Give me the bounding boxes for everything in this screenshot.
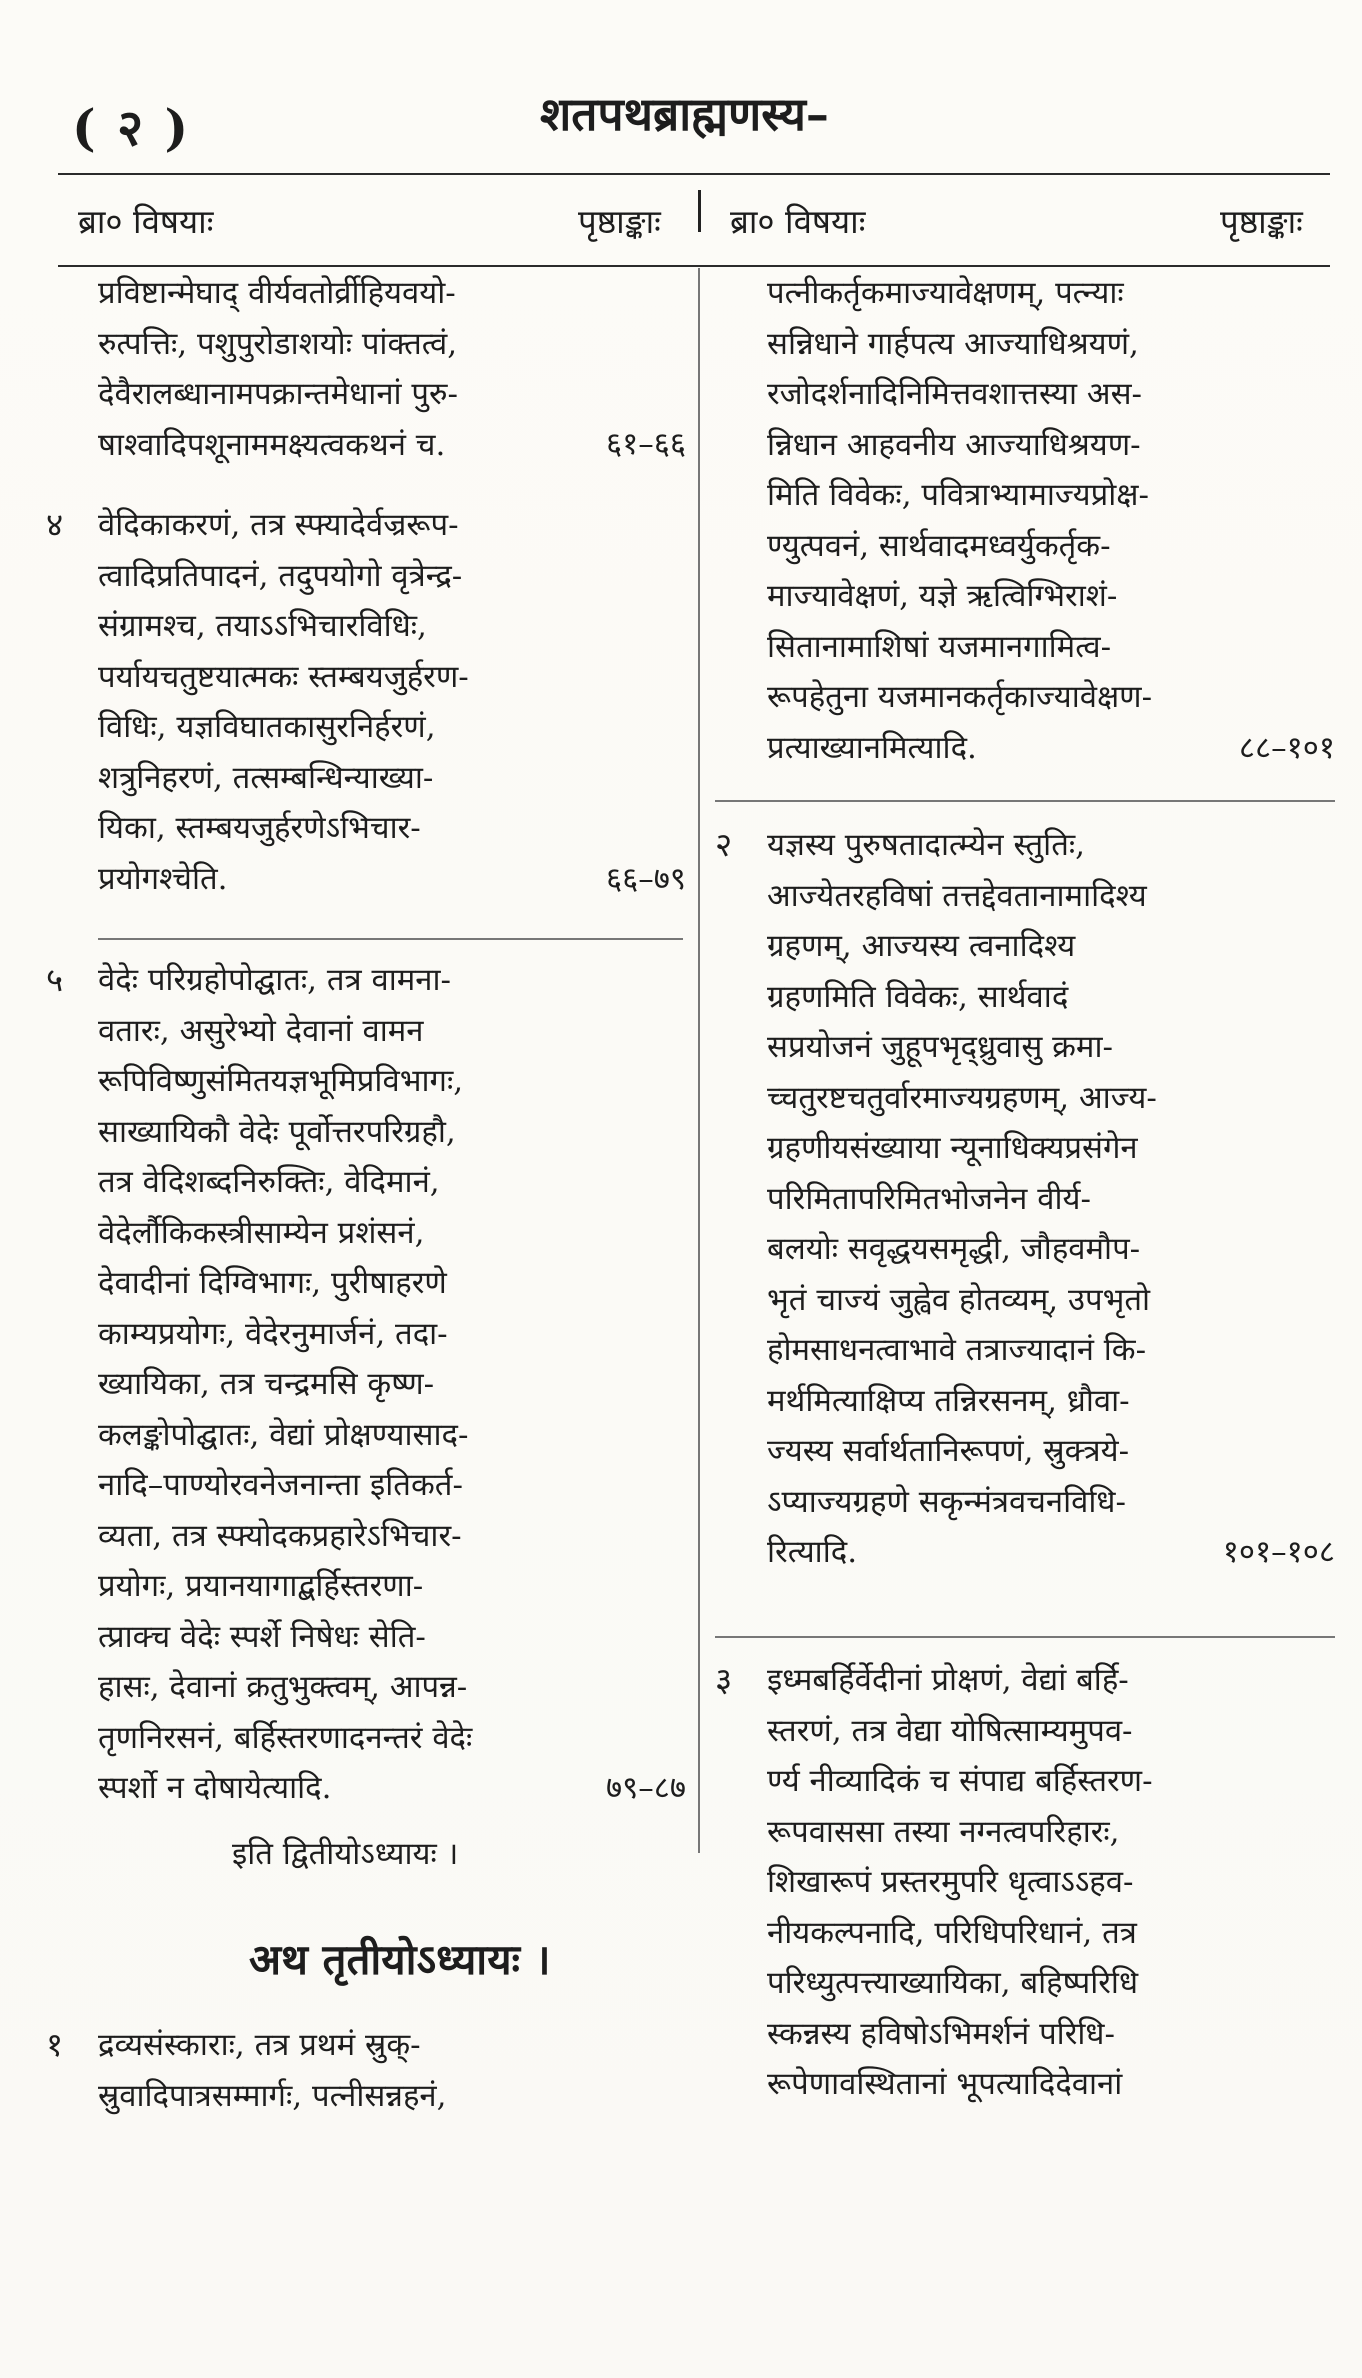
entry-number: १ [46, 2025, 64, 2064]
entry-line: न्निधान आहवनीय आज्याधिश्रयण- [767, 426, 1141, 463]
entry-lines [98, 955, 678, 1814]
left-column-header-page: पृष्ठाङ्काः [578, 202, 661, 241]
left-column-header-label: ब्रा० विषयाः [78, 202, 214, 241]
entry-page-range: ६१–६६ [606, 426, 686, 462]
entry-line: हासः, देवानां क्रतुभुक्त्वम्, आपन्न- [98, 1669, 468, 1705]
entry-line: तत्र वेदिशब्दनिरुक्तिः, वेदिमानं, [98, 1164, 440, 1200]
entry-line: नीयकल्पनादि, परिधिपरिधानं, तत्र [767, 1914, 1137, 1951]
entry-line: स्कन्नस्य हविषोऽभिमर्शनं परिधि- [767, 2015, 1115, 2052]
entry-page-range: ६६–७९ [606, 861, 686, 897]
entry-line: शिखारूपं प्रस्तरमुपरि धृत्वाऽऽहव- [767, 1864, 1134, 1900]
entry-number: ५ [46, 960, 64, 999]
entry-line: तृणनिरसनं, बर्हिस्तरणादनन्तरं वेदेः [98, 1719, 473, 1756]
entry-line: परिध्युत्पत्त्याख्यायिका, बहिष्परिधि [767, 1965, 1139, 2001]
entry-line: त्प्राक्च वेदेः स्पर्शे निषेधः सेति- [98, 1618, 426, 1655]
page-title: शतपथब्राह्मणस्य– [540, 87, 829, 141]
entry-line: परिमितापरिमितभोजनेन वीर्य- [767, 1180, 1091, 1217]
entry-lines [98, 2020, 678, 2121]
chapter-title: अथ तृतीयोऽध्यायः । [249, 1935, 551, 1984]
entry-line: पत्नीकर्तृकमाज्यावेक्षणम्, पत्न्याः [767, 275, 1124, 311]
entry-line: भृतं चाज्यं जुह्वेव होतव्यम्, उपभृतो [767, 1281, 1151, 1318]
entry-line: पर्यायचतुष्टयात्मकः स्तम्बयजुर्हरण- [98, 658, 469, 695]
entry-line: र्ण्य नीव्यादिकं च संपाद्य बर्हिस्तरण- [767, 1763, 1153, 1799]
entry-line: शत्रुनिहरणं, तत्सम्बन्धिन्याख्या- [98, 759, 434, 796]
entry-page-range: ८८–१०१ [1238, 730, 1335, 766]
entry-line: रूपिविष्णुसंमितयज्ञभूमिप्रविभागः, [98, 1063, 464, 1099]
entry-page-range: १०१–१०८ [1222, 1534, 1335, 1570]
entry-line: कलङ्कोपोद्घातः, वेद्यां प्रोक्षण्यासाद- [98, 1416, 469, 1453]
entry-line: रूपहेतुना यजमानकर्तृकाज्यावेक्षण- [767, 679, 1153, 715]
entry-line: रूपवाससा तस्या नग्नत्वपरिहारः, [767, 1813, 1120, 1850]
entry-lines [767, 1655, 1347, 2110]
entry-line: वतारः, असुरेभ्यो देवानां वामन [98, 1012, 424, 1049]
entry-lines [767, 820, 1347, 1578]
entry-line: देवादीनां दिग्विभागः, पुरीषाहरणे [98, 1265, 447, 1301]
entry-line: द्रव्यसंस्काराः, तत्र प्रथमं स्रुक्- [98, 2027, 421, 2063]
entry-line: व्यता, तत्र स्फ्योदकप्रहारेऽभिचार- [98, 1517, 462, 1554]
entry-line: ग्रहणमिति विवेकः, सार्थवादं [767, 978, 1069, 1015]
entry-line: षाश्वादिपशूनाममक्ष्यत्वकथनं च. [98, 426, 446, 463]
entry-line: रजोदर्शनादिनिमित्तवशात्तस्या अस- [767, 376, 1142, 412]
entry-line: माज्यावेक्षणं, यज्ञे ऋत्विग्भिराशं- [767, 578, 1118, 614]
entry-line: प्रयोगश्चेति. [98, 860, 228, 897]
entry-separator [715, 1636, 1335, 1638]
right-column-header-page: पृष्ठाङ्काः [1220, 202, 1303, 241]
entry-line: स्पर्शो न दोषायेत्यादि. [98, 1770, 332, 1806]
page-number: ( २ ) [72, 98, 191, 157]
entry-line: साख्यायिकौ वेदेः पूर्वोत्तरपरिग्रहौ, [98, 1113, 456, 1150]
entry-number: ३ [715, 1660, 733, 1699]
entry-line: च्चतुरष्टचतुर्वारमाज्यग्रहणम्, आज्य- [767, 1079, 1157, 1116]
entry-lines [98, 500, 678, 904]
entry-line: प्रविष्टान्मेघाद् वीर्यवतोर्व्रीहियवयो- [98, 275, 456, 311]
entry-number: २ [715, 825, 733, 864]
entry-line: ग्रहणीयसंख्याया न्यूनाधिक्यप्रसंगेन [767, 1130, 1138, 1166]
entry-line: यज्ञस्य पुरुषतादात्म्येन स्तुतिः, [767, 827, 1085, 863]
entry-line: वेदेः परिग्रहोपोद्घातः, तत्र वामना- [98, 962, 452, 998]
entry-line: ख्यायिका, तत्र चन्द्रमसि कृष्ण- [98, 1366, 435, 1402]
entry-line: विधिः, यज्ञविघातकासुरनिर्हरणं, [98, 709, 436, 745]
entry-line: त्वादिप्रतिपादनं, तदुपयोगो वृत्रेन्द्र- [98, 557, 463, 594]
entry-separator [715, 800, 1335, 802]
entry-line: रुत्पत्तिः, पशुपुरोडाशयोः पांक्तत्वं, [98, 325, 458, 362]
entry-line: प्रयोगः, प्रयानयागाद्बर्हिस्तरणा- [98, 1568, 424, 1604]
entry-separator [98, 938, 683, 940]
entry-line: संग्रामश्च, तयाऽऽभिचारविधिः, [98, 608, 427, 644]
entry-line: रित्यादि. [767, 1534, 858, 1570]
entry-line: ज्यस्य सर्वार्थतानिरूपणं, स्रुक्त्रये- [767, 1433, 1130, 1469]
entry-line: मिति विवेकः, पवित्राभ्यामाज्यप्रोक्ष- [767, 477, 1149, 513]
entry-line: काम्यप्रयोगः, वेदेरनुमार्जनं, तदा- [98, 1315, 448, 1352]
entry-line: वेदिकाकरणं, तत्र स्फ्यादेर्वज्ररूप- [98, 507, 459, 543]
top-rule [58, 173, 1330, 175]
header-column-divider [698, 190, 701, 232]
entry-page-range: ७९–८७ [606, 1770, 686, 1806]
entry-line: वेदेर्लौकिकस्त्रीसाम्येन प्रशंसनं, [98, 1214, 425, 1251]
entry-line: मर्थमित्याक्षिप्य तन्निरसनम्, ध्रौवा- [767, 1382, 1130, 1419]
entry-line: ग्रहणम्, आज्यस्य त्वनादिश्य [767, 928, 1076, 964]
entry-lines [767, 268, 1347, 773]
entry-line: देवैरालब्धानामपक्रान्तमेधानां पुरु- [98, 376, 459, 412]
entry-line: आज्येतरहविषां तत्तद्देवतानामादिश्य [767, 877, 1147, 914]
column-divider [698, 268, 700, 1853]
entry-lines [98, 268, 678, 470]
entry-line: इध्मबर्हिर्वेदीनां प्रोक्षणं, वेद्यां बर्हि- [767, 1662, 1129, 1698]
entry-line: प्रत्याख्यानमित्यादि. [767, 729, 977, 766]
entry-line: रूपेणावस्थितानां भूपत्यादिदेवानां [767, 2066, 1123, 2102]
entry-line: नादि–पाण्योरवनेजनान्ता इतिकर्त- [98, 1467, 463, 1503]
entry-line: सितानामाशिषां यजमानगामित्व- [767, 628, 1112, 665]
entry-line: स्तरणं, तत्र वेद्या योषित्साम्यमुपव- [767, 1712, 1133, 1749]
right-column-header-label: ब्रा० विषयाः [730, 202, 866, 241]
entry-line: सप्रयोजनं जुहूपभृद्ध्रुवासु क्रमा- [767, 1029, 1113, 1065]
entry-line: ण्युत्पवनं, सार्थवादमध्वर्युकर्तृक- [767, 527, 1111, 564]
entry-line: स्रुवादिपात्रसम्मार्गः, पत्नीसन्नहनं, [98, 2077, 447, 2114]
entry-number: ४ [46, 505, 64, 544]
entry-line: बलयोः सवृद्धयसमृद्धी, जौहवमौप- [767, 1231, 1141, 1267]
entry-line: यिका, स्तम्बयजुर्हरणेऽभिचार- [98, 810, 421, 846]
header-bottom-rule [58, 265, 1330, 267]
entry-line: ऽप्याज्यग्रहणे सकृन्मंत्रवचनविधि- [767, 1483, 1126, 1520]
entry-line: सन्निधाने गार्हपत्य आज्याधिश्रयणं, [767, 325, 1139, 362]
entry-line: होमसाधनत्वाभावे तत्राज्यादानं कि- [767, 1332, 1147, 1368]
chapter-end: इति द्वितीयोऽध्यायः । [232, 1836, 459, 1872]
